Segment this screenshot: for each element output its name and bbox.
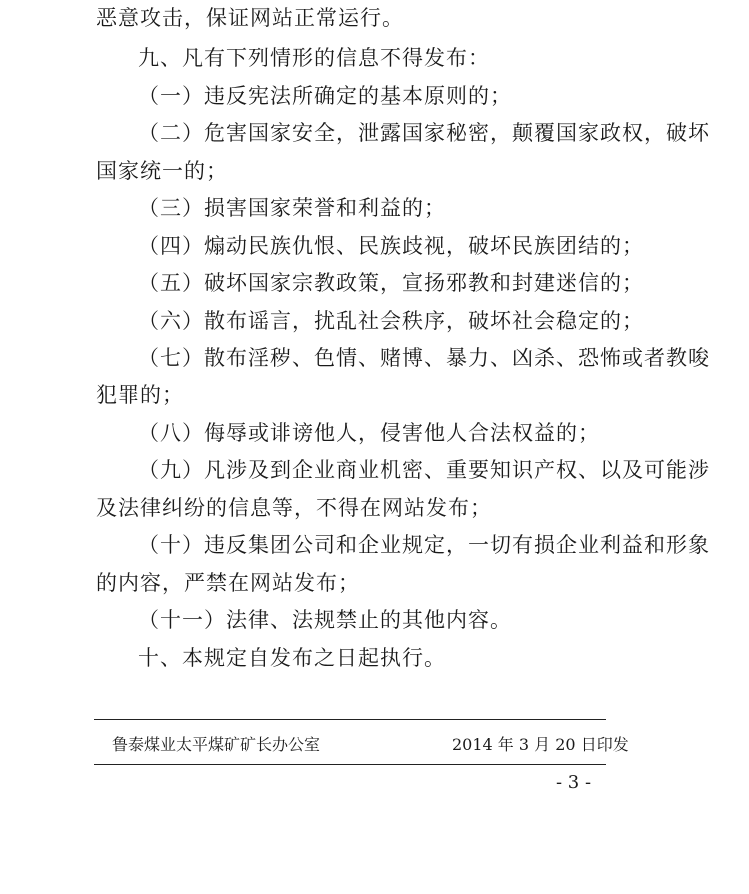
footer-rule-bottom — [94, 764, 606, 765]
list-item-7-line-2: 犯罪的； — [96, 383, 184, 407]
section-9-heading: 九、凡有下列情形的信息不得发布： — [138, 46, 490, 70]
footer-date: 2014 年 3 月 20 日印发 — [452, 735, 629, 754]
list-item-3: （三）损害国家荣誉和利益的； — [138, 196, 446, 220]
body-line-1: 恶意攻击，保证网站正常运行。 — [96, 6, 404, 30]
section-10-heading: 十、本规定自发布之日起执行。 — [138, 646, 446, 670]
footer-rule-top — [94, 719, 606, 720]
list-item-10-line-1: （十）违反集团公司和企业规定，一切有损企业利益和形象 — [138, 533, 710, 557]
list-item-11: （十一）法律、法规禁止的其他内容。 — [138, 608, 512, 632]
list-item-9-line-1: （九）凡涉及到企业商业机密、重要知识产权、以及可能涉 — [138, 458, 710, 482]
list-item-6: （六）散布谣言，扰乱社会秩序，破坏社会稳定的； — [138, 309, 644, 333]
list-item-10-line-2: 的内容，严禁在网站发布； — [96, 571, 360, 595]
list-item-1: （一）违反宪法所确定的基本原则的； — [138, 84, 512, 108]
list-item-2-line-1: （二）危害国家安全，泄露国家秘密，颠覆国家政权，破坏 — [138, 121, 710, 145]
footer-office: 鲁泰煤业太平煤矿矿长办公室 — [112, 735, 321, 754]
page-number: - 3 - — [556, 772, 592, 793]
list-item-7-line-1: （七）散布淫秽、色情、赌博、暴力、凶杀、恐怖或者教唆 — [138, 346, 710, 370]
list-item-4: （四）煽动民族仇恨、民族歧视，破坏民族团结的； — [138, 234, 644, 258]
list-item-9-line-2: 及法律纠纷的信息等，不得在网站发布； — [96, 496, 492, 520]
list-item-5: （五）破坏国家宗教政策，宣扬邪教和封建迷信的； — [138, 271, 644, 295]
list-item-2-line-2: 国家统一的； — [96, 159, 228, 183]
list-item-8: （八）侮辱或诽谤他人，侵害他人合法权益的； — [138, 421, 600, 445]
